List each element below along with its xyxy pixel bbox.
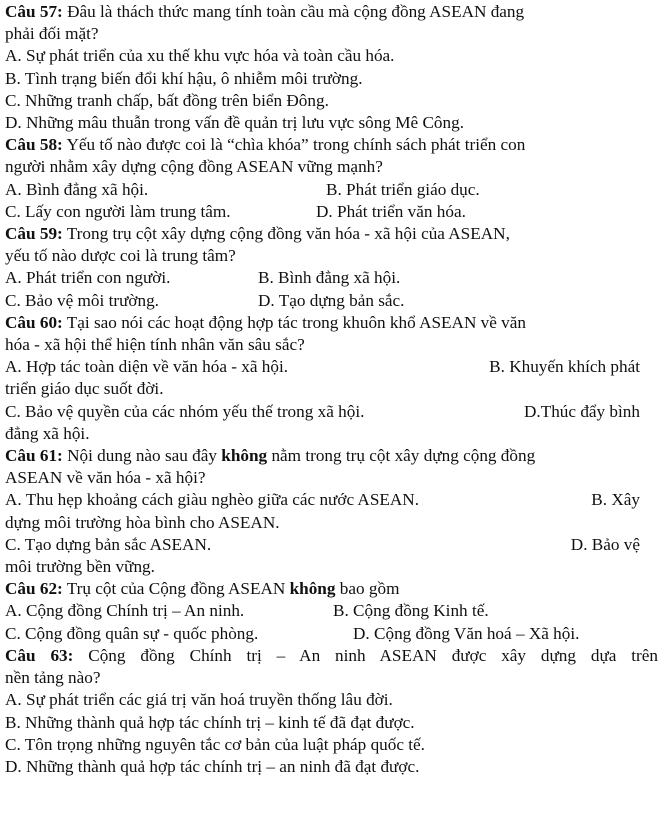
- question-text-cont: phải đối mặt?: [5, 24, 99, 44]
- question-text-cont: người nhằm xây dựng cộng đồng ASEAN vững mạnh?: [5, 157, 383, 177]
- question-text: Yếu tố nào được coi là “chìa khóa” trong chính sách phát triển con: [66, 135, 526, 155]
- option-b: B. Cộng đồng Kinh tế.: [333, 601, 489, 621]
- option-b: B. Xây: [591, 490, 640, 510]
- option-a: A. Hợp tác toàn diện về văn hóa - xã hội.: [5, 357, 289, 377]
- question-number: Câu 62:: [5, 579, 63, 599]
- option-b-cont: dựng môi trường hòa bình cho ASEAN.: [5, 512, 280, 532]
- question-59: [5, 223, 658, 312]
- question-text: Đâu là thách thức mang tính toàn cầu mà cộng đồng ASEAN đang: [67, 2, 525, 21]
- question-stem: [5, 1, 658, 23]
- option-a: A. Sự phát triển các giá trị văn hoá truyền thống lâu đời.: [5, 690, 393, 710]
- option-c: C. Lấy con người làm trung tâm.: [5, 201, 231, 221]
- question-text-cont: nền tảng nào?: [5, 668, 101, 688]
- question-number: Câu 58:: [5, 135, 63, 155]
- option-row: [5, 179, 658, 201]
- option-d: D. Những thành quả hợp tác chính trị – an ninh đã đạt được.: [5, 756, 420, 776]
- option-row: [5, 401, 658, 423]
- question-text: bao gồm: [335, 579, 400, 599]
- option-c: C. Bảo vệ quyền của các nhóm yếu thế trong xã hội.: [5, 401, 365, 421]
- question-61: [5, 445, 658, 578]
- option-d: D. Phát triển văn hóa.: [316, 201, 466, 221]
- option-a: A. Cộng đồng Chính trị – An ninh.: [5, 601, 245, 621]
- question-57: [5, 1, 658, 134]
- question-number: Câu 61:: [5, 446, 63, 466]
- question-text-cont: yếu tố nào dược coi là trung tâm?: [5, 246, 236, 266]
- option-row: [5, 623, 658, 645]
- option-d: D. Những mâu thuẫn trong vấn đề quản trị lưu vực sông Mê Công.: [5, 113, 465, 133]
- option-d: D. Tạo dựng bản sắc.: [258, 290, 405, 310]
- option-row: [5, 534, 658, 556]
- option-row: [5, 290, 658, 312]
- option-d: D.Thúc đẩy bình: [524, 401, 640, 421]
- question-text: Nội dung nào sau đây: [67, 446, 222, 466]
- emphasis-text: không: [221, 446, 268, 466]
- option-c: C. Những tranh chấp, bất đồng trên biển Đông.: [5, 90, 329, 110]
- question-text: Trụ cột của Cộng đồng ASEAN: [66, 579, 290, 599]
- option-row: [5, 489, 658, 511]
- question-text: Tại sao nói các hoạt động hợp tác trong khuôn khổ ASEAN về văn: [66, 312, 526, 332]
- option-a: A. Thu hẹp khoảng cách giàu nghèo giữa các nước ASEAN.: [5, 490, 420, 510]
- option-row: [5, 356, 658, 378]
- option-a: A. Sự phát triển của xu thế khu vực hóa và toàn cầu hóa.: [5, 46, 395, 66]
- option-a: A. Bình đẳng xã hội.: [5, 179, 149, 199]
- question-text: Cộng đồng Chính trị – An ninh ASEAN được xây dựng dựa trên: [88, 645, 658, 665]
- question-58: [5, 134, 658, 223]
- question-stem: [5, 578, 658, 600]
- option-row: [5, 201, 658, 223]
- question-number: Câu 59:: [5, 224, 63, 244]
- option-d: D. Cộng đồng Văn hoá – Xã hội.: [353, 623, 580, 643]
- option-b: B. Khuyến khích phát: [489, 357, 640, 377]
- question-number: Câu 60:: [5, 312, 63, 332]
- option-c: C. Tạo dựng bản sắc ASEAN.: [5, 534, 212, 554]
- question-stem: [5, 312, 658, 334]
- option-b: B. Tình trạng biến đổi khí hậu, ô nhiễm môi trường.: [5, 68, 363, 88]
- option-d: D. Bảo vệ: [570, 534, 640, 554]
- question-63: [5, 645, 658, 778]
- option-c: C. Cộng đồng quân sự - quốc phòng.: [5, 623, 259, 643]
- question-stem: [5, 223, 658, 245]
- option-d-cont: môi trường bền vững.: [5, 557, 155, 577]
- option-c: C. Bảo vệ môi trường.: [5, 290, 159, 310]
- question-62: [5, 578, 658, 645]
- option-row: [5, 267, 658, 289]
- option-row: [5, 600, 658, 622]
- question-stem: [5, 645, 658, 667]
- question-text: Trong trụ cột xây dựng cộng đồng văn hóa - xã hội của ASEAN,: [66, 224, 510, 244]
- option-a: A. Phát triển con người.: [5, 268, 171, 288]
- question-number: Câu 57:: [5, 2, 63, 21]
- option-c: C. Tôn trọng những nguyên tắc cơ bản của luật pháp quốc tế.: [5, 734, 425, 754]
- question-number: Câu 63:: [5, 645, 74, 665]
- question-text: nằm trong trụ cột xây dựng cộng đồng: [267, 446, 536, 466]
- question-60: [5, 312, 658, 445]
- option-b-cont: triển giáo dục suốt đời.: [5, 379, 164, 399]
- option-b: B. Những thành quả hợp tác chính trị – kinh tế đã đạt được.: [5, 712, 415, 732]
- question-stem: [5, 134, 658, 156]
- question-stem: [5, 445, 658, 467]
- option-d-cont: đẳng xã hội.: [5, 423, 90, 443]
- option-b: B. Phát triển giáo dục.: [326, 179, 480, 199]
- emphasis-text: không: [289, 579, 336, 599]
- question-text-cont: hóa - xã hội thể hiện tính nhân văn sâu sắc?: [5, 335, 305, 355]
- question-text-cont: ASEAN về văn hóa - xã hội?: [5, 468, 206, 488]
- option-b: B. Bình đẳng xã hội.: [258, 268, 401, 288]
